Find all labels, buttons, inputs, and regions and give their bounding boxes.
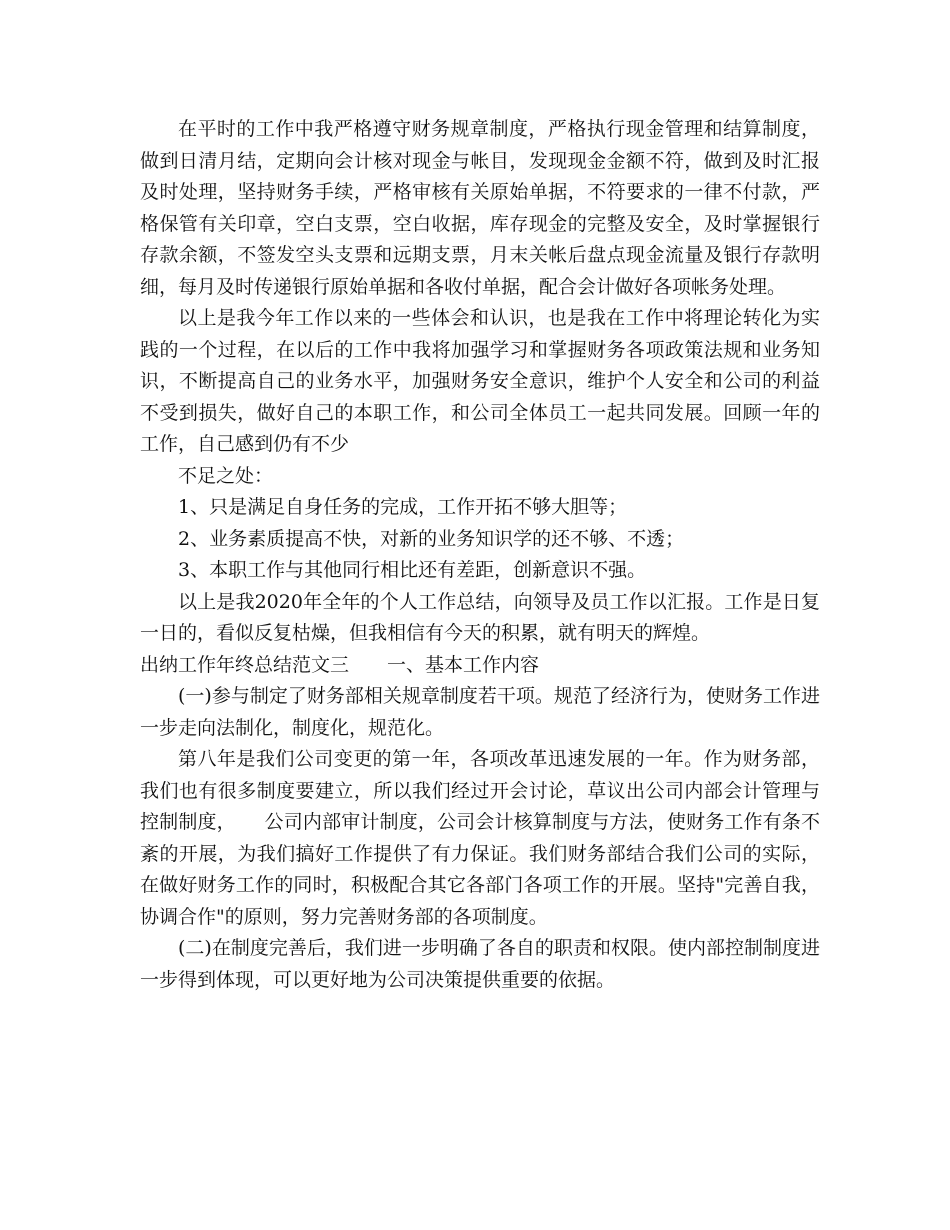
list-item-shortcoming-2: 2、业务素质提高不快，对新的业务知识学的还不够、不透； (178, 527, 685, 550)
paragraph-closing-summary: 以上是我2020年全年的个人工作总结，向领导及员工作以汇报。工作是日复一日的，看似反复枯燥，但我相信有今天的积累，就有明天的辉煌。 (140, 590, 820, 644)
paragraph-eighth-year: 第八年是我们公司变更的第一年，各项改革迅速发展的一年。作为财务部，我们也有很多制度要建立，所以我们经过开会讨论，草议出公司内部会计管理与控制制度， 公司内部审计制度，公司会计核算制度与方法，使财务工作有条不紊的开展，为我们搞好工作提供了有力保证。我们财务部结合我们公司的实际，在做好财务工作的同时，积极配合其它各部门各项工作的开展。坚持"完善自我，协调合作"的原则，努力完善财务部的各项制度。 (140, 748, 820, 928)
document-body (140, 114, 820, 996)
list-item-shortcoming-3: 3、本职工作与其他同行相比还有差距，创新意识不强。 (178, 559, 647, 581)
list-item-shortcoming-1: 1、只是满足自身任务的完成，工作开拓不够大胆等； (178, 496, 628, 518)
paragraph-rules-established: (一)参与制定了财务部相关规章制度若干项。规范了经济行为，使财务工作进一步走向法制化，制度化，规范化。 (140, 685, 820, 739)
paragraph-responsibilities: (二)在制度完善后，我们进一步明确了各自的职责和权限。使内部控制制度进一步得到体现，可以更好地为公司决策提供重要的依据。 (140, 937, 820, 991)
paragraph-cash-management: 在平时的工作中我严格遵守财务规章制度，严格执行现金管理和结算制度，做到日清月结，定期向会计核对现金与帐目，发现现金金额不符，做到及时汇报及时处理，坚持财务手续，严格审核有关原始单据，不符要求的一律不付款，严格保管有关印章，空白支票，空白收据，库存现金的完整及安全，及时掌握银行存款余额，不签发空头支票和远期支票，月末关帐后盘点现金流量及银行存款明细，每月及时传递银行原始单据和各收付单据，配合会计做好各项帐务处理。 (140, 118, 820, 298)
section-title: 出纳工作年终总结范文三 (140, 653, 350, 676)
section-subtitle: 一、基本工作内容 (387, 653, 540, 676)
section-heading (140, 650, 820, 682)
paragraph-shortcomings-intro: 不足之处： (178, 464, 274, 487)
paragraph-experience-summary: 以上是我今年工作以来的一些体会和认识，也是我在工作中将理论转化为实践的一个过程，在以后的工作中我将加强学习和掌握财务各项政策法规和业务知识，不断提高自己的业务水平，加强财务安全意识，维护个人安全和公司的利益不受到损失，做好自己的本职工作，和公司全体员工一起共同发展。回顾一年的工作，自己感到仍有不少 (140, 307, 820, 455)
